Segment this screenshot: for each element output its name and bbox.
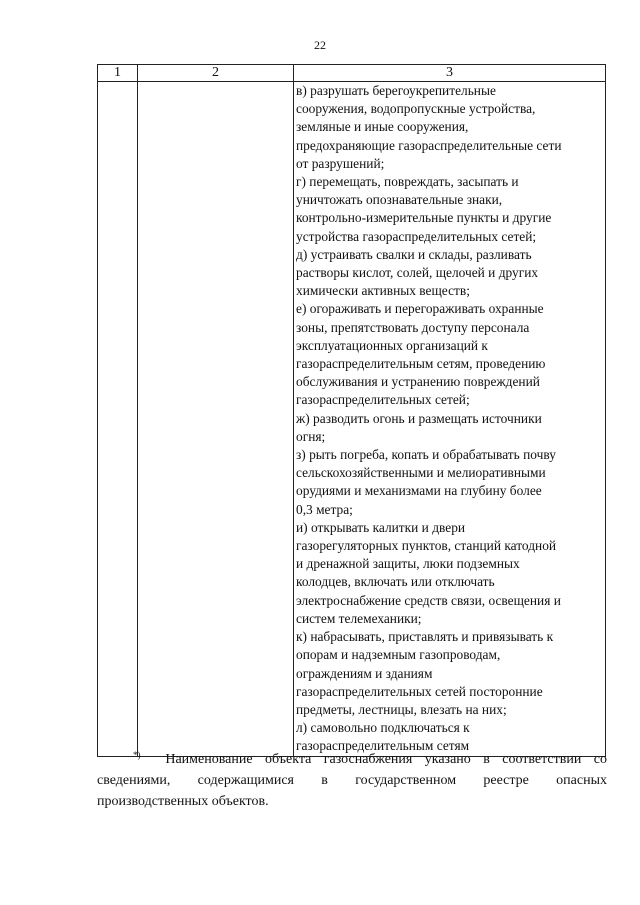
- list-item-line: химически активных веществ;: [296, 283, 470, 299]
- footnote-line-1: [97, 745, 607, 770]
- table-row: [98, 82, 606, 757]
- list-item-line: контрольно-измерительные пункты и другие: [296, 210, 552, 226]
- list-item-line: к) набрасывать, приставлять и привязывать к: [296, 629, 554, 645]
- list-item-line: е) огораживать и перегораживать охранные: [296, 301, 544, 317]
- list-item-line: огня;: [296, 428, 326, 444]
- list-item-line: 0,3 метра;: [296, 501, 353, 517]
- list-item-line: л) самовольно подключаться к: [296, 720, 470, 736]
- list-item-line: растворы кислот, солей, щелочей и других: [296, 265, 539, 281]
- list-item-line: сельскохозяйственными и мелиоративными: [296, 465, 546, 481]
- table-header-row: [98, 65, 606, 82]
- list-item-line: электроснабжение средств связи, освещения и: [296, 592, 561, 608]
- list-item-line: д) устраивать свалки и склады, разливать: [296, 246, 532, 262]
- list-item-line: колодцев, включать или отключать: [296, 574, 495, 590]
- list-item-line: газораспределительным сетям, проведению: [296, 356, 546, 372]
- footnote-line-2: сведениями, содержащимися в государственном реестре опасных: [97, 773, 607, 788]
- list-item-line: г) перемещать, повреждать, засыпать и: [296, 174, 519, 190]
- list-item-line: ж) разводить огонь и размещать источники: [296, 410, 542, 426]
- list-item-line: обслуживания и устранению повреждений: [296, 374, 540, 390]
- list-item-line: зоны, препятствовать доступу персонала: [296, 319, 530, 335]
- list-item-line: от разрушений;: [296, 155, 385, 171]
- list-item-line: эксплуатационных организаций к: [296, 337, 488, 353]
- table-cell-col1: [98, 82, 138, 757]
- list-item-line: з) рыть погреба, копать и обрабатывать почву: [296, 447, 556, 463]
- footnote-marker: *): [133, 750, 141, 760]
- requirements-table: [97, 64, 606, 757]
- footnote-text-1: Наименование объекта газоснабжения указано в соответствии со: [165, 752, 607, 767]
- page-number: 22: [314, 38, 326, 52]
- column-header-2: 2: [138, 65, 294, 82]
- list-item-line: предохраняющие газораспределительные сети: [296, 137, 562, 153]
- list-item-line: газорегуляторных пунктов, станций катодной: [296, 538, 557, 554]
- footnote-line-3: производственных объектов.: [97, 794, 269, 809]
- list-item-line: газораспределительных сетей посторонние: [296, 683, 543, 699]
- list-item-line: и) открывать калитки и двери: [296, 519, 466, 535]
- list-item-line: опорам и надземным газопроводам,: [296, 647, 501, 663]
- list-item-line: уничтожать опознавательные знаки,: [296, 192, 503, 208]
- list-item-line: в) разрушать берегоукрепительные: [296, 83, 496, 98]
- list-item-line: ограждениям и зданиям: [296, 665, 433, 681]
- column-header-3: 3: [294, 65, 606, 82]
- column-header-1: 1: [98, 65, 138, 82]
- footnote: [97, 745, 607, 812]
- list-item-line: орудиями и механизмами на глубину более: [296, 483, 542, 499]
- list-item-line: предметы, лестницы, влезать на них;: [296, 701, 507, 717]
- list-item-line: газораспределительным сетям: [296, 738, 470, 754]
- list-item-line: систем телемеханики;: [296, 610, 422, 626]
- list-item-line: газораспределительных сетей;: [296, 392, 470, 408]
- list-item-line: устройства газораспределительных сетей;: [296, 228, 537, 244]
- list-item-line: и дренажной защиты, люки подземных: [296, 556, 520, 572]
- table-cell-col2: [138, 82, 294, 757]
- list-item-line: сооружения, водопропускные устройства,: [296, 101, 536, 117]
- list-item-line: земляные и иные сооружения,: [296, 119, 469, 135]
- prohibitions-list: [294, 82, 605, 756]
- table-cell-col3: [294, 82, 606, 757]
